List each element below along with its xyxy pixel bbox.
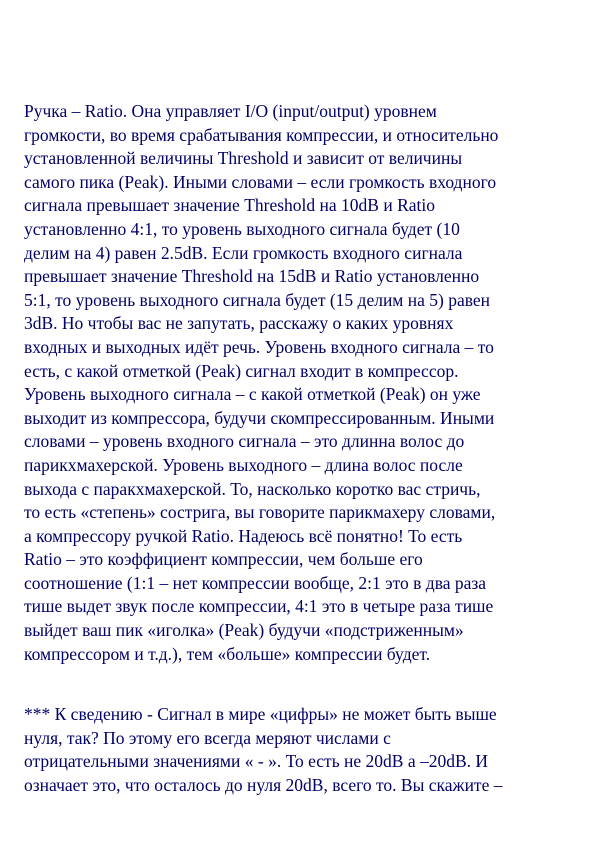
text-line: выходит из компрессора, будучи скомпрессированным. Иными xyxy=(24,407,495,428)
text-line: выхода с паракхмахерской. То, насколько коротко вас стричь, xyxy=(24,478,481,499)
text-line: выйдет ваш пик «иголка» (Peak) будучи «подстриженным» xyxy=(24,620,464,641)
text-line: *** К сведению - Сигнал в мире «цифры» не может быть выше xyxy=(24,704,497,724)
text-line: словами – уровень входного сигнала – это длинна волос до xyxy=(24,431,465,452)
text-line: установленной величины Threshold и зависит от величины xyxy=(24,148,463,169)
text-line: а компрессору ручкой Ratio. Надеюсь всё понятно! То есть xyxy=(24,525,463,546)
text-line: Уровень выходного сигнала – с какой отметкой (Peak) он уже xyxy=(24,384,481,405)
text-line: соотношение (1:1 – нет компрессии вообще, 2:1 это в два раза xyxy=(24,572,487,593)
paragraph-ratio-explanation xyxy=(24,100,584,666)
text-line: то есть «степень» сострига, вы говорите парикмахеру словами, xyxy=(24,502,496,523)
text-line: 3dB. Но чтобы вас не запутать, расскажу о каких уровнях xyxy=(24,313,454,334)
text-line: превышает значение Threshold на 15dB и Ratio установленно xyxy=(24,266,480,287)
text-line: установленно 4:1, то уровень выходного сигнала будет (10 xyxy=(24,218,460,239)
paragraph-note xyxy=(24,703,584,797)
text-line: означает это, что осталось до нуля 20dB, всего то. Вы скажите – xyxy=(24,774,503,795)
text-line: Ratio – это коэффициент компрессии, чем больше его xyxy=(24,549,423,570)
text-line: компрессором и т.д.), тем «больше» компрессии будет. xyxy=(24,643,431,664)
text-line: нуля, так? По этому его всегда меряют числами с xyxy=(24,727,391,748)
text-line: самого пика (Peak). Иными словами – если громкость входного xyxy=(24,171,497,192)
text-line: сигнала превышает значение Threshold на 10dB и Ratio xyxy=(24,195,435,216)
text-line: 5:1, то уровень выходного сигнала будет (15 делим на 5) равен xyxy=(24,289,491,310)
text-line: делим на 4) равен 2.5dB. Если громкость входного сигнала xyxy=(24,242,463,263)
text-line: есть, с какой отметкой (Peak) сигнал входит в компрессор. xyxy=(24,360,459,381)
text-line: тише выдет звук после компрессии, 4:1 это в четыре раза тише xyxy=(24,596,494,617)
text-line: парикхмахерской. Уровень выходного – длина волос после xyxy=(24,454,463,475)
text-line: Ручка – Ratio. Она управляет I/O (input/output) уровнем xyxy=(24,101,437,121)
text-line: отрицательными значениями « - ». То есть не 20dB а –20dB. И xyxy=(24,751,489,772)
text-line: входных и выходных идёт речь. Уровень входного сигнала – то xyxy=(24,336,494,357)
text-line: громкости, во время срабатывания компрессии, и относительно xyxy=(24,124,499,145)
